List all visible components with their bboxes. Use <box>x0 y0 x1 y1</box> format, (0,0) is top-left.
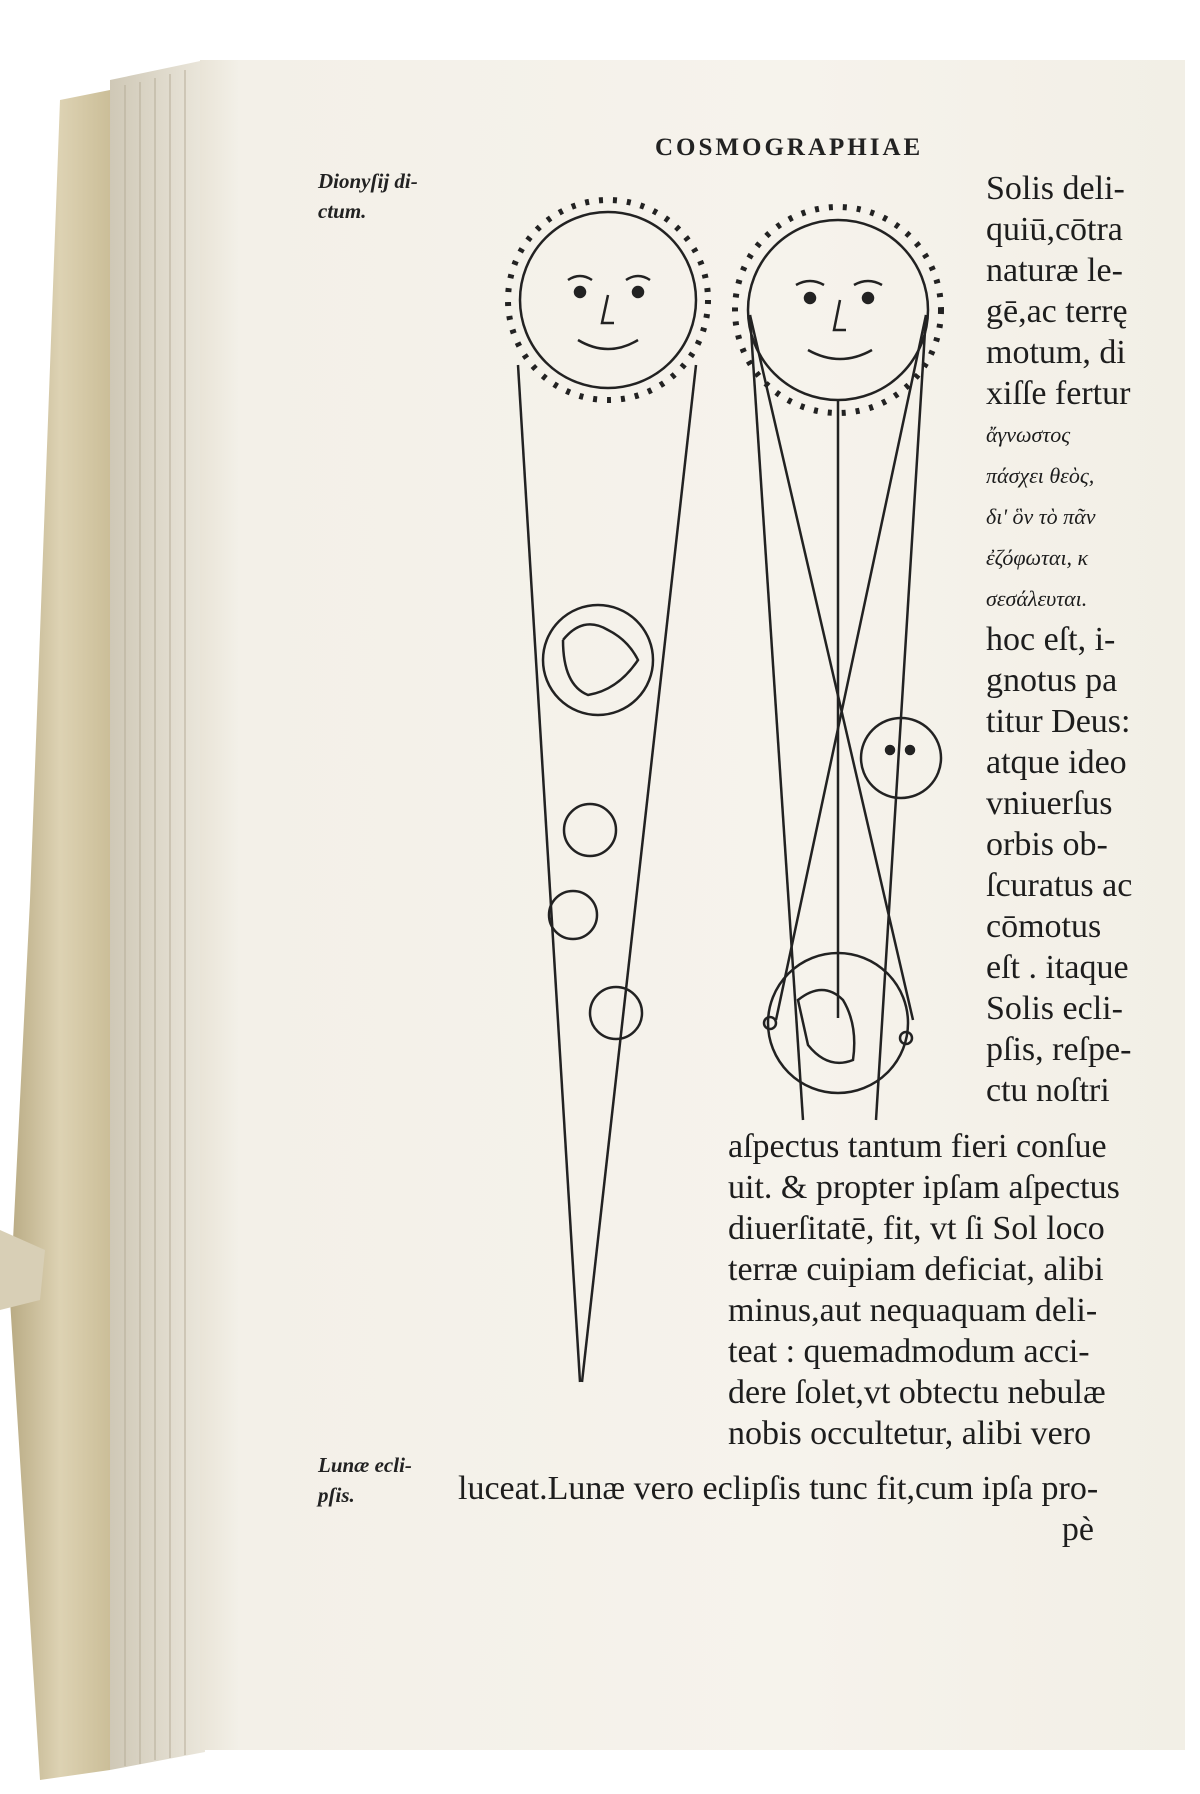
page-block-edge <box>110 60 205 1770</box>
text-line: diuerſitatē, fit, vt ſi Sol loco <box>728 1210 1105 1247</box>
text-line: gē,ac terrę <box>986 293 1128 330</box>
catchword: pè <box>1061 1511 1094 1548</box>
margin-note-line: ctum. <box>318 199 367 223</box>
vellum-cover <box>10 90 110 1780</box>
margin-note-line: Dionyſij di- <box>318 169 418 193</box>
text-line: minus,aut nequaquam deli- <box>728 1292 1098 1329</box>
text-line: teat : quemadmodum acci- <box>728 1333 1090 1370</box>
margin-note-lunae <box>318 1450 448 1510</box>
greek-line: ἐζόφωται, κ <box>986 545 1089 570</box>
text-line: vniuerſus <box>986 785 1113 822</box>
running-title: COSMOGRAPHIAE <box>655 134 924 161</box>
text-line: Solis deli- <box>986 170 1125 207</box>
margin-note-line: pſis. <box>318 1483 355 1507</box>
text-line: luceat.Lunæ vero eclipſis tunc fit,cum ipſa pro- <box>458 1470 1099 1507</box>
sun-face-icon <box>508 200 708 400</box>
text-line: terræ cuipiam deficiat, alibi <box>728 1251 1104 1288</box>
text-line: gnotus pa <box>986 662 1118 699</box>
right-figure <box>735 207 941 1120</box>
text-line: ctu noſtri <box>986 1072 1110 1109</box>
text-line: Solis ecli- <box>986 990 1123 1027</box>
text-line: naturæ le- <box>986 252 1123 289</box>
text-line: titur Deus: <box>986 703 1131 740</box>
text-line: dere ſolet,vt obtectu nebulæ <box>728 1374 1106 1411</box>
text-line: aſpectus tantum fieri conſue <box>728 1128 1107 1165</box>
full-width-text <box>458 1468 1158 1550</box>
text-line: motum, di <box>986 334 1126 371</box>
text-line: nobis occultetur, alibi vero <box>728 1415 1092 1452</box>
text-line: atque ideo <box>986 744 1127 781</box>
text-line: ſcuratus ac <box>986 867 1133 904</box>
margin-note-dionysii <box>318 166 448 226</box>
text-line: xiſſe fertur <box>986 375 1131 412</box>
text-line: uit. & propter ipſam aſpectus <box>728 1169 1120 1206</box>
text-line: orbis ob- <box>986 826 1108 863</box>
margin-note-line: Lunæ ecli- <box>318 1453 412 1477</box>
greek-line: πάσχει θεὸς, <box>986 463 1095 488</box>
text-line: quiū,cōtra <box>986 211 1123 248</box>
text-line: eſt . itaque <box>986 949 1129 986</box>
left-figure <box>508 200 708 1382</box>
text-line: hoc eſt, i- <box>986 621 1116 658</box>
text-line: pſis, reſpe- <box>986 1031 1132 1068</box>
text-line: cōmotus <box>986 908 1102 945</box>
greek-line: ἄγνωστος <box>986 422 1071 447</box>
greek-line: δι' ὃν τὸ πᾶν <box>986 504 1096 529</box>
moon-face-icon <box>549 804 642 1039</box>
bottom-text-column <box>728 1126 1148 1454</box>
earth-icon <box>543 605 653 715</box>
greek-line: σεσάλευται. <box>986 586 1088 611</box>
right-text-column <box>986 168 1186 1111</box>
